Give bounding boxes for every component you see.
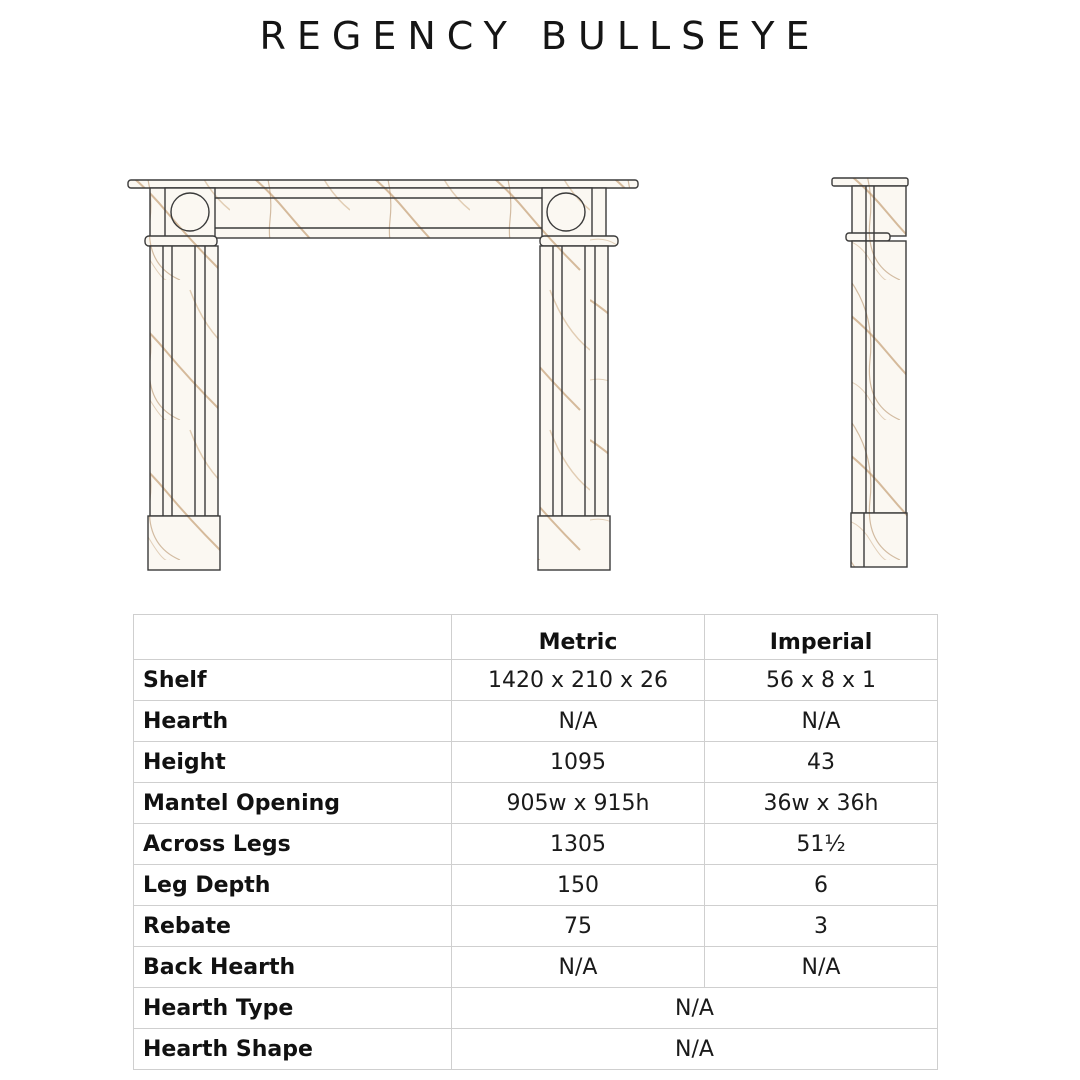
table-row: [134, 660, 938, 701]
page-title: REGENCY BULLSEYE: [259, 14, 821, 58]
row-label: Hearth: [134, 701, 452, 742]
right-bullseye: [547, 193, 585, 231]
table-header-empty: [134, 615, 452, 660]
imperial-value: 51½: [705, 824, 938, 865]
metric-value: 1305: [452, 824, 705, 865]
imperial-value: N/A: [705, 701, 938, 742]
table-row: [134, 865, 938, 906]
imperial-value: 43: [705, 742, 938, 783]
row-label: Hearth Shape: [134, 1029, 452, 1070]
table-header-imperial: Imperial: [705, 615, 938, 660]
front-elevation: [128, 180, 638, 570]
shelf: [128, 180, 638, 188]
row-label: Hearth Type: [134, 988, 452, 1029]
right-leg: [540, 246, 608, 516]
specification-table: [133, 614, 938, 1070]
side-shelf: [832, 178, 908, 186]
merged-value: N/A: [452, 988, 938, 1029]
side-elevation: [832, 178, 908, 567]
left-leg: [150, 246, 218, 516]
table-row: [134, 988, 938, 1029]
table-row: [134, 783, 938, 824]
imperial-value: 6: [705, 865, 938, 906]
frieze: [150, 188, 606, 238]
imperial-value: 56 x 8 x 1: [705, 660, 938, 701]
merged-value: N/A: [452, 1029, 938, 1070]
row-label: Shelf: [134, 660, 452, 701]
side-leg: [852, 241, 906, 513]
metric-value: 1420 x 210 x 26: [452, 660, 705, 701]
row-label: Mantel Opening: [134, 783, 452, 824]
metric-value: 905w x 915h: [452, 783, 705, 824]
fireplace-drawing: [110, 140, 950, 590]
table-row: [134, 1029, 938, 1070]
imperial-value: N/A: [705, 947, 938, 988]
metric-value: 1095: [452, 742, 705, 783]
metric-value: 75: [452, 906, 705, 947]
row-label: Rebate: [134, 906, 452, 947]
table-header-metric: Metric: [452, 615, 705, 660]
side-plinth: [851, 513, 907, 567]
side-frieze: [852, 186, 906, 236]
table-row: [134, 947, 938, 988]
row-label: Across Legs: [134, 824, 452, 865]
metric-value: 150: [452, 865, 705, 906]
imperial-value: 36w x 36h: [705, 783, 938, 824]
metric-value: N/A: [452, 701, 705, 742]
row-label: Height: [134, 742, 452, 783]
table-row: [134, 701, 938, 742]
metric-value: N/A: [452, 947, 705, 988]
right-plinth: [538, 516, 610, 570]
table-row: [134, 742, 938, 783]
left-plinth: [148, 516, 220, 570]
table-header-row: [134, 615, 938, 660]
imperial-value: 3: [705, 906, 938, 947]
row-label: Back Hearth: [134, 947, 452, 988]
table-row: [134, 906, 938, 947]
row-label: Leg Depth: [134, 865, 452, 906]
left-bullseye: [171, 193, 209, 231]
table-row: [134, 824, 938, 865]
